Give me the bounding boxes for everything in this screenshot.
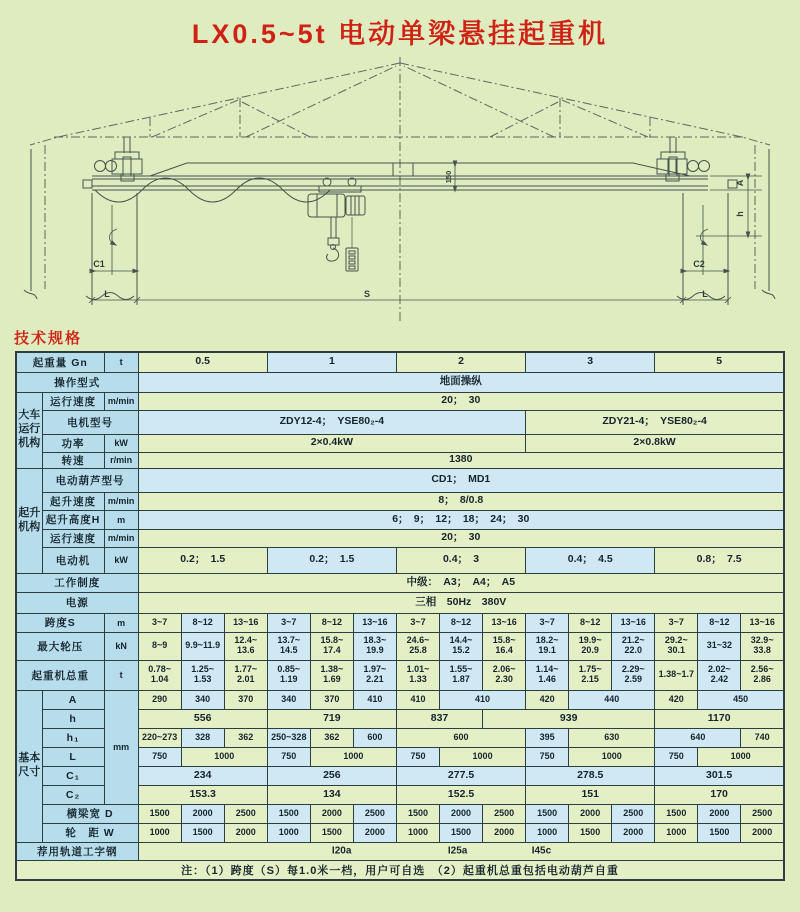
spec-cell: 19.9~​20.9 bbox=[569, 632, 612, 660]
spec-cell: 395 bbox=[526, 728, 569, 747]
row-label: L bbox=[42, 747, 104, 766]
spec-cell: 420 bbox=[526, 690, 569, 709]
unit-cell: kW bbox=[104, 547, 138, 573]
spec-cell: 250~​328 bbox=[267, 728, 310, 747]
dim-label-l-right: L bbox=[702, 289, 708, 299]
dim-label-c1: C1 bbox=[93, 259, 105, 269]
spec-cell: 1000 bbox=[267, 823, 310, 842]
electric-hoist bbox=[308, 178, 365, 271]
spec-cell: 2000 bbox=[440, 804, 483, 823]
spec-cell: 1.01~​1.33 bbox=[396, 660, 439, 690]
spec-cell: 2500 bbox=[483, 804, 526, 823]
spec-cell: 13~​16 bbox=[483, 613, 526, 632]
spec-cell: 13~​16 bbox=[353, 613, 396, 632]
spec-cell: 450 bbox=[698, 690, 784, 709]
spec-cell: 三相 50Hz 380V bbox=[138, 592, 784, 613]
table-row bbox=[16, 392, 784, 410]
spec-cell: 410 bbox=[353, 690, 396, 709]
spec-cell: 370 bbox=[224, 690, 267, 709]
spec-cell: 3~​7 bbox=[396, 613, 439, 632]
table-row bbox=[16, 452, 784, 468]
spec-cell: 278.5 bbox=[526, 766, 655, 785]
spec-cell: 640 bbox=[655, 728, 741, 747]
spec-cell: ZDY12-4； YSE80₂-4 bbox=[138, 410, 526, 434]
spec-cell: 750 bbox=[526, 747, 569, 766]
spec-cell: 0.78~​1.04 bbox=[138, 660, 181, 690]
spec-cell: 2000 bbox=[569, 804, 612, 823]
spec-cell: 1000 bbox=[310, 747, 396, 766]
unit-cell: r/min bbox=[104, 452, 138, 468]
spec-cell: 1170 bbox=[655, 709, 784, 728]
spec-cell: 1500 bbox=[440, 823, 483, 842]
table-row bbox=[16, 492, 784, 510]
spec-cell: 1 bbox=[267, 352, 396, 372]
spec-cell: 3~​7 bbox=[267, 613, 310, 632]
row-label: h bbox=[42, 709, 104, 728]
spec-cell: 134 bbox=[267, 785, 396, 804]
dim-label-a: A bbox=[735, 179, 745, 187]
table-row bbox=[16, 468, 784, 492]
row-label: 运行速度 bbox=[42, 392, 104, 410]
spec-cell: 1500 bbox=[655, 804, 698, 823]
spec-cell: 1500 bbox=[396, 804, 439, 823]
spec-cell: 750 bbox=[396, 747, 439, 766]
spec-cell: 410 bbox=[396, 690, 439, 709]
spec-cell: 8~​12 bbox=[569, 613, 612, 632]
spec-cell: 8； 8/0.8 bbox=[138, 492, 784, 510]
spec-cell: 5 bbox=[655, 352, 784, 372]
spec-cell: 2000 bbox=[181, 804, 224, 823]
spec-cell: 0.85~​1.19 bbox=[267, 660, 310, 690]
row-label: 工作制度 bbox=[16, 573, 138, 592]
row-label: 电源 bbox=[16, 592, 138, 613]
spec-cell: 3~​7 bbox=[138, 613, 181, 632]
spec-cell: 1500 bbox=[181, 823, 224, 842]
spec-cell: 362 bbox=[310, 728, 353, 747]
spec-cell: 630 bbox=[569, 728, 655, 747]
table-row bbox=[16, 592, 784, 613]
spec-cell: 3~​7 bbox=[655, 613, 698, 632]
group-label: 基本尺寸 bbox=[16, 690, 42, 842]
spec-cell: 20； 30 bbox=[138, 529, 784, 547]
spec-cell: 8~​9 bbox=[138, 632, 181, 660]
spec-cell: 2000 bbox=[483, 823, 526, 842]
spec-cell: 837 bbox=[396, 709, 482, 728]
spec-cell bbox=[138, 842, 784, 860]
spec-cell: 2.06~​2.30 bbox=[483, 660, 526, 690]
row-label: C₁ bbox=[42, 766, 104, 785]
spec-cell: 152.5 bbox=[396, 785, 525, 804]
spec-cell: 2×0.4kW bbox=[138, 434, 526, 452]
spec-cell: 29.2~​30.1 bbox=[655, 632, 698, 660]
row-label: 电动机 bbox=[42, 547, 104, 573]
spec-cell: 2500 bbox=[612, 804, 655, 823]
spec-cell: 1.75~​2.15 bbox=[569, 660, 612, 690]
row-label: 运行速度 bbox=[42, 529, 104, 547]
page-title: LX0.5~5t 电动单梁悬挂起重机 bbox=[191, 19, 609, 49]
spec-cell: 8~​12 bbox=[698, 613, 741, 632]
row-label: 电机型号 bbox=[42, 410, 138, 434]
spec-cell: 440 bbox=[569, 690, 655, 709]
spec-cell: 15.8~​16.4 bbox=[483, 632, 526, 660]
spec-cell: 220~​273 bbox=[138, 728, 181, 747]
crane-drawing bbox=[0, 53, 800, 325]
table-row bbox=[16, 842, 784, 860]
spec-cell: 939 bbox=[483, 709, 655, 728]
spec-cell: 8~​12 bbox=[181, 613, 224, 632]
spec-cell: 2000 bbox=[698, 804, 741, 823]
spec-cell: 0.2； 1.5 bbox=[267, 547, 396, 573]
spec-cell: 290 bbox=[138, 690, 181, 709]
spec-cell: 1000 bbox=[396, 823, 439, 842]
spec-cell: 6； 9； 12； 18； 24； 30 bbox=[138, 510, 784, 529]
spec-cell: 地面操纵 bbox=[138, 372, 784, 392]
table-row bbox=[16, 352, 784, 372]
spec-cell: 1.97~​2.21 bbox=[353, 660, 396, 690]
spec-cell: 1500 bbox=[569, 823, 612, 842]
spec-cell: 21.2~​22.0 bbox=[612, 632, 655, 660]
unit-cell: t bbox=[104, 352, 138, 372]
dim-label-l-left: L bbox=[104, 289, 110, 299]
spec-cell: 719 bbox=[267, 709, 396, 728]
row-label: 功率 bbox=[42, 434, 104, 452]
spec-cell: 1000 bbox=[138, 823, 181, 842]
unit-cell: t bbox=[104, 660, 138, 690]
spec-cell: 2×0.8kW bbox=[526, 434, 784, 452]
spec-cell: 170 bbox=[655, 785, 784, 804]
spec-cell: 1.55~​1.87 bbox=[440, 660, 483, 690]
spec-cell: 14.4~​15.2 bbox=[440, 632, 483, 660]
spec-cell: 328 bbox=[181, 728, 224, 747]
spec-cell: 2000 bbox=[353, 823, 396, 842]
dim-label-h: h bbox=[735, 211, 745, 217]
table-row bbox=[16, 823, 784, 842]
unit-cell: kW bbox=[104, 434, 138, 452]
spec-cell: 0.4； 3 bbox=[396, 547, 525, 573]
spec-cell: 2.56~​2.86 bbox=[741, 660, 784, 690]
spec-table bbox=[15, 351, 785, 881]
spec-cell: 2.02~​2.42 bbox=[698, 660, 741, 690]
unit-cell: mm bbox=[104, 690, 138, 804]
table-row bbox=[16, 804, 784, 823]
spec-cell: 301.5 bbox=[655, 766, 784, 785]
spec-cell: 13~​16 bbox=[741, 613, 784, 632]
spec-cell: 2000 bbox=[612, 823, 655, 842]
table-row bbox=[16, 510, 784, 529]
spec-cell: 0.8； 7.5 bbox=[655, 547, 784, 573]
spec-cell: 420 bbox=[655, 690, 698, 709]
unit-cell: m bbox=[104, 510, 138, 529]
spec-cell: 15.8~​17.4 bbox=[310, 632, 353, 660]
spec-cell: 1000 bbox=[569, 747, 655, 766]
spec-cell: 1500 bbox=[698, 823, 741, 842]
spec-cell: 0.5 bbox=[138, 352, 267, 372]
row-label: 起重机总重 bbox=[16, 660, 104, 690]
spec-cell: 153.3 bbox=[138, 785, 267, 804]
spec-cell: 3 bbox=[526, 352, 655, 372]
spec-cell: 8~​12 bbox=[310, 613, 353, 632]
section-heading: 技术规格 bbox=[14, 330, 83, 347]
row-label: 荐用轨道工字钢 bbox=[16, 842, 138, 860]
table-row bbox=[16, 613, 784, 632]
roof-truss bbox=[30, 57, 770, 321]
row-label: 横梁宽 D bbox=[42, 804, 138, 823]
row-label: 电动葫芦型号 bbox=[42, 468, 138, 492]
spec-cell: 1500 bbox=[526, 804, 569, 823]
rail-type-label: I45c bbox=[531, 845, 552, 857]
spec-cell: 9.9~​11.9 bbox=[181, 632, 224, 660]
row-label: A bbox=[42, 690, 104, 709]
row-label: 起升速度 bbox=[42, 492, 104, 510]
spec-cell: 750 bbox=[267, 747, 310, 766]
spec-cell: 18.3~​19.9 bbox=[353, 632, 396, 660]
spec-cell: 13~​16 bbox=[612, 613, 655, 632]
spec-cell: 556 bbox=[138, 709, 267, 728]
spec-cell: 1500 bbox=[138, 804, 181, 823]
spec-cell: 8~​12 bbox=[440, 613, 483, 632]
dim-label-c2: C2 bbox=[693, 259, 705, 269]
spec-cell: CD1； MD1 bbox=[138, 468, 784, 492]
spec-cell: 1380 bbox=[138, 452, 784, 468]
row-label: 起升高度H bbox=[42, 510, 104, 529]
spec-cell: 2500 bbox=[224, 804, 267, 823]
row-label: 轮 距 W bbox=[42, 823, 138, 842]
spec-cell: 750 bbox=[138, 747, 181, 766]
row-label: C₂ bbox=[42, 785, 104, 804]
table-row bbox=[16, 690, 784, 709]
unit-cell: m/min bbox=[104, 529, 138, 547]
unit-cell: m bbox=[104, 613, 138, 632]
spec-cell: 277.5 bbox=[396, 766, 525, 785]
group-label: 大车运行机构 bbox=[16, 392, 42, 468]
spec-cell: 18.2~​19.1 bbox=[526, 632, 569, 660]
table-row bbox=[16, 660, 784, 690]
rail-type-label: I25a bbox=[447, 845, 468, 857]
spec-cell: 0.4； 4.5 bbox=[526, 547, 655, 573]
table-note-row bbox=[16, 860, 784, 880]
table-row bbox=[16, 410, 784, 434]
unit-cell: m/min bbox=[104, 392, 138, 410]
spec-cell: 24.6~​25.8 bbox=[396, 632, 439, 660]
spec-cell: 31~​32 bbox=[698, 632, 741, 660]
rail-type-label: I20a bbox=[331, 845, 352, 857]
table-row bbox=[16, 434, 784, 452]
spec-cell: 151 bbox=[526, 785, 655, 804]
spec-cell: 600 bbox=[396, 728, 525, 747]
table-row bbox=[16, 372, 784, 392]
spec-cell: 600 bbox=[353, 728, 396, 747]
spec-cell: 20； 30 bbox=[138, 392, 784, 410]
spec-cell: 1000 bbox=[655, 823, 698, 842]
unit-cell: kN bbox=[104, 632, 138, 660]
row-label: 起重量 Gn bbox=[16, 352, 104, 372]
spec-cell: 1000 bbox=[526, 823, 569, 842]
spec-cell: 1500 bbox=[310, 823, 353, 842]
spec-cell: 12.4~​13.6 bbox=[224, 632, 267, 660]
unit-cell: m/min bbox=[104, 492, 138, 510]
spec-cell: 1000 bbox=[440, 747, 526, 766]
table-note: 注：（1）跨度（S）每1.0米一档，用户可自选 （2）起重机总重包括电动葫芦自重 bbox=[16, 860, 784, 880]
group-label: 起升机构 bbox=[16, 468, 42, 573]
spec-cell: 410 bbox=[440, 690, 526, 709]
spec-cell: 32.9~​33.8 bbox=[741, 632, 784, 660]
spec-cell: 340 bbox=[181, 690, 224, 709]
spec-cell: 256 bbox=[267, 766, 396, 785]
spec-cell: 2000 bbox=[310, 804, 353, 823]
row-label: 转速 bbox=[42, 452, 104, 468]
spec-cell: 13.7~​14.5 bbox=[267, 632, 310, 660]
table-row bbox=[16, 573, 784, 592]
dim-label-s: S bbox=[363, 289, 371, 299]
spec-cell: 340 bbox=[267, 690, 310, 709]
spec-cell: 2000 bbox=[224, 823, 267, 842]
spec-cell: 2.29~​2.59 bbox=[612, 660, 655, 690]
crane-structure bbox=[83, 137, 737, 305]
spec-cell: 740 bbox=[741, 728, 784, 747]
spec-cell: 370 bbox=[310, 690, 353, 709]
spec-cell: 1.77~​2.01 bbox=[224, 660, 267, 690]
spec-cell: 750 bbox=[655, 747, 698, 766]
spec-cell: 1.38~​1.7 bbox=[655, 660, 698, 690]
spec-cell: ZDY21-4； YSE80₂-4 bbox=[526, 410, 784, 434]
row-label: h₁ bbox=[42, 728, 104, 747]
row-label: 最大轮压 bbox=[16, 632, 104, 660]
row-label: 操作型式 bbox=[16, 372, 138, 392]
spec-cell: 2000 bbox=[741, 823, 784, 842]
spec-cell: 1500 bbox=[267, 804, 310, 823]
spec-cell: 2 bbox=[396, 352, 525, 372]
spec-cell: 234 bbox=[138, 766, 267, 785]
row-label: 跨度S bbox=[16, 613, 104, 632]
spec-cell: 1.25~​1.53 bbox=[181, 660, 224, 690]
spec-cell: 362 bbox=[224, 728, 267, 747]
spec-cell: 2500 bbox=[353, 804, 396, 823]
table-row bbox=[16, 547, 784, 573]
table-row bbox=[16, 529, 784, 547]
spec-cell: 0.2； 1.5 bbox=[138, 547, 267, 573]
dim-label-rail: 150 bbox=[444, 170, 453, 184]
table-row bbox=[16, 632, 784, 660]
spec-table-body bbox=[16, 352, 784, 880]
dimension-lines bbox=[89, 164, 762, 303]
spec-cell: 1.14~​1.46 bbox=[526, 660, 569, 690]
spec-cell: 3~​7 bbox=[526, 613, 569, 632]
spec-cell: 13~​16 bbox=[224, 613, 267, 632]
spec-cell: 1000 bbox=[698, 747, 784, 766]
spec-cell: 1000 bbox=[181, 747, 267, 766]
spec-cell: 中级： A3； A4； A5 bbox=[138, 573, 784, 592]
spec-cell: 1.38~​1.69 bbox=[310, 660, 353, 690]
spec-cell: 2500 bbox=[741, 804, 784, 823]
